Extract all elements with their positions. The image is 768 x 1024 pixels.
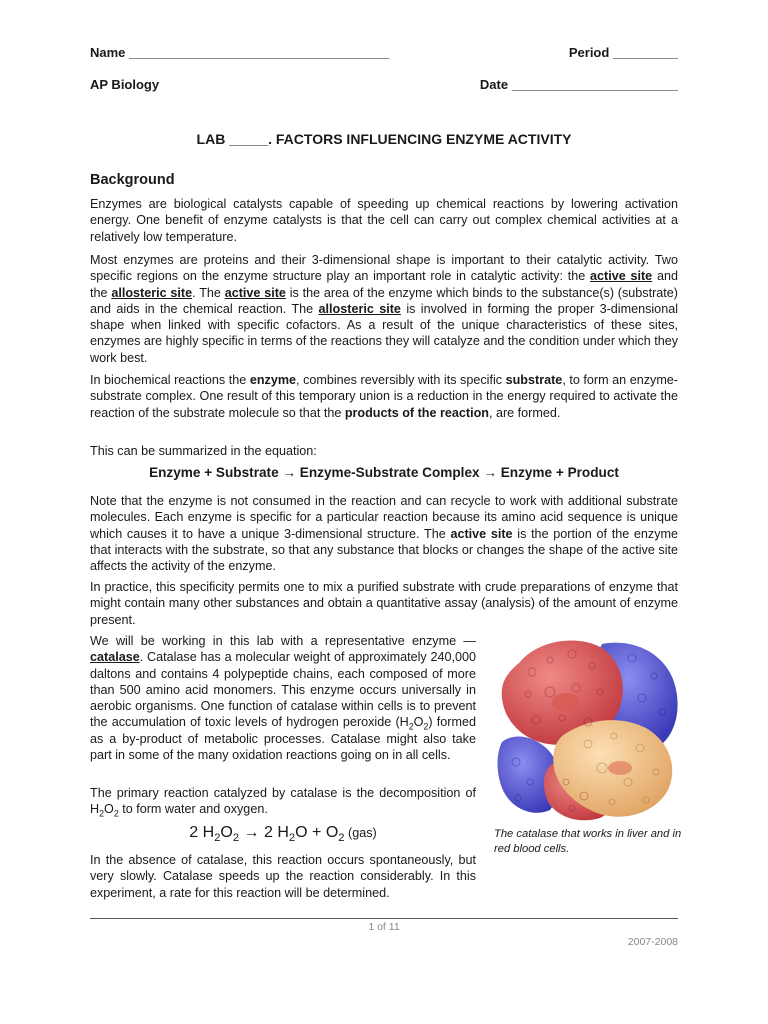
paragraph-conclusion: In the absence of catalase, this reaction occurs spontaneously, but very slowly. Catalase speeds up the reaction considerably. In this experiment, a rate for this reaction will be determined. [90, 853, 476, 900]
school-year: 2007-2008 [627, 936, 678, 948]
page-number: 1 of 11 [368, 921, 400, 933]
paragraph-practice: In practice, this specificity permits one to mix a purified substrate with crude preparations of enzyme that might contain many other substances and obtain a quantitative assay (analysis) of the amount of enzyme present. [90, 580, 678, 627]
peroxide-equation: 2 $H_2O_2 \to 2$ $H_2O + O_2$ (gas) [189, 824, 377, 845]
catalase-molecule-image [492, 632, 682, 822]
paragraph-reaction: In biochemical reactions the enzyme, combines reversibly with its specific substrate, to form an enzyme-substrate complex. One result of this temporary union is a reduction in the energy required to activate the reaction of the substrate molecule so that the products of the reaction, are formed. [90, 373, 679, 420]
paragraph-summary: This can be summarized in the equation: [90, 444, 317, 458]
paragraph-catalase: We will be working in this lab with a representative enzyme — catalase. Catalase has a molecular weight of approximately 240,000 daltons and contains 4 polypeptide chains, each composed of more than 500 amino acid monomers. This enzyme occurs universally in aerobic organisms. One function of catalase within cells is to prevent the accumulation of toxic levels of hydrogen peroxide $(H_2O_2)$ formed as a by-product of metabolic processes. Catalase might also take part in some of the many oxidation reactions going on in all cells. [90, 634, 476, 763]
page-title: LAB _____. FACTORS INFLUENCING ENZYME ACTIVITY [196, 131, 572, 147]
date-field-label: Date _______________________ [479, 77, 678, 92]
course-label: AP Biology [90, 77, 160, 92]
period-field-label: Period _________ [568, 45, 678, 60]
catalase-structure-illustration [492, 632, 682, 822]
paragraph-specificity: Note that the enzyme is not consumed in the reaction and can recycle to work with additional substrate molecules. Each enzyme is specific for a particular reaction because its amino acid sequence is unique which causes it to have a unique 3-dimensional structure. The active site is the portion of the enzyme that interacts with the substrate, so that any substance that blocks or changes the shape of the active site affects the activity of the enzyme. [90, 494, 678, 574]
name-field-label: Name ____________________________________ [90, 45, 390, 60]
section-heading: Background [90, 172, 175, 188]
paragraph-structure: Most enzymes are proteins and their 3-dimensional shape is important to their catalytic activity. Two specific regions on the enzyme structure play an important role in catalytic activity: the active site and the allosteric site. The active site is the area of the enzyme which binds to the substance(s) (substrate) and aids in the chemical reaction. The allosteric site is involved in forming the proper 3-dimensional shape when linked with specific cofactors. As a result of the unique characteristics of these sites, enzymes are highly specific in terms of the reactions they will catalyze and the condition under which they work best. [90, 253, 679, 365]
figure-caption: The catalase that works in liver and in red blood cells. [494, 828, 682, 855]
enzyme-equation: Enzyme + Substrate → Enzyme-Substrate Complex → Enzyme + Product [149, 465, 619, 480]
footer-divider [90, 918, 678, 919]
paragraph-primary-reaction: The primary reaction catalyzed by catalase is the decomposition of $H_2O_2$ to form water and oxygen. [90, 786, 476, 819]
paragraph-intro: Enzymes are biological catalysts capable of speeding up chemical reactions by lowering activation energy. One benefit of enzyme catalysts is that the cell can carry out complex chemical activities at a relatively low temperature. [90, 197, 678, 244]
